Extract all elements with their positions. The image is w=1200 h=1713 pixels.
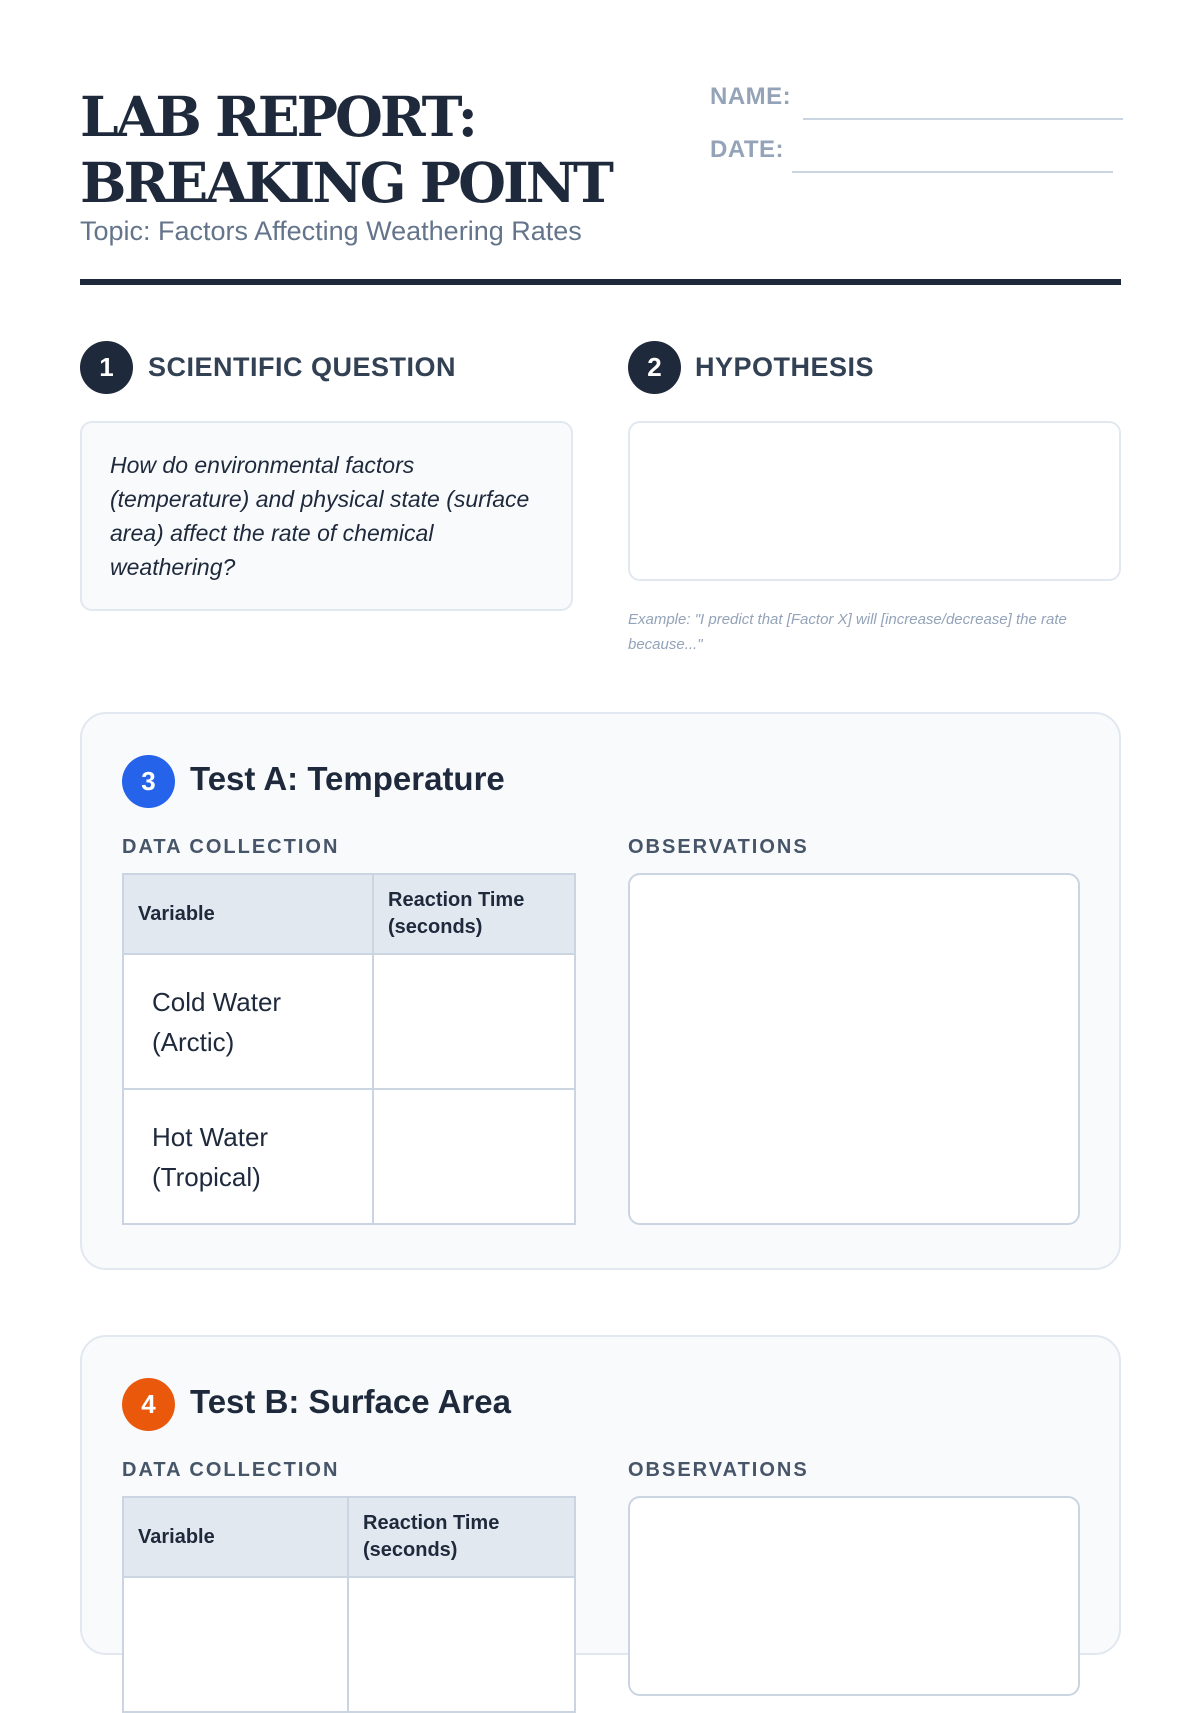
section-number-3: 3 [122,755,175,808]
date-label: DATE: [710,136,785,163]
test-b-observations-label: OBSERVATIONS [628,1459,809,1481]
page-subtitle: Topic: Factors Affecting Weathering Rates [80,216,582,246]
table-row [123,1089,575,1224]
variable-cell: Hot Water (Tropical) [123,1089,373,1224]
test-a-data-collection-label: DATA COLLECTION [122,836,340,858]
column-header-variable: Variable [123,874,373,954]
column-header-reaction-time: Reaction Time (seconds) [348,1497,575,1577]
hypothesis-example-hint: Example: "I predict that [Factor X] will [increase/decrease] the rate because..." [628,611,1067,653]
reaction-time-cell[interactable] [348,1577,575,1712]
header-divider [80,279,1121,285]
variable-cell: Cold Water (Arctic) [123,954,373,1089]
table-header-row [123,1497,575,1577]
page-title [80,84,700,216]
test-b-title: Test B: Surface Area [190,1383,511,1420]
section-number-4: 4 [122,1378,175,1431]
date-field[interactable] [792,171,1113,173]
test-a-observations-box[interactable] [628,873,1080,1225]
name-field[interactable] [803,118,1123,120]
test-a-observations-label: OBSERVATIONS [628,836,809,858]
section-number-1: 1 [80,341,133,394]
test-b-observations-box[interactable] [628,1496,1080,1696]
section-number-2: 2 [628,341,681,394]
hypothesis-heading: HYPOTHESIS [695,352,875,382]
table-row [123,1577,575,1712]
test-a-title: Test A: Temperature [190,760,505,797]
title-line-2: BREAKING POINT [80,150,611,215]
hypothesis-input-box[interactable] [628,421,1121,581]
test-b-data-collection-label: DATA COLLECTION [122,1459,340,1481]
test-a-data-table [122,873,576,1225]
scientific-question-text: How do environmental factors (temperature) and physical state (surface area) affect the rate of chemical weathering? [110,452,530,580]
table-header-row [123,874,575,954]
reaction-time-cell[interactable] [373,1089,575,1224]
table-row [123,954,575,1089]
reaction-time-cell[interactable] [373,954,575,1089]
column-header-variable: Variable [123,1497,348,1577]
test-b-data-table [122,1496,576,1713]
column-header-reaction-time: Reaction Time (seconds) [373,874,575,954]
name-label: NAME: [710,83,792,110]
scientific-question-heading: SCIENTIFIC QUESTION [148,352,457,382]
title-line-1: LAB REPORT: [80,84,475,149]
variable-cell [123,1577,348,1712]
